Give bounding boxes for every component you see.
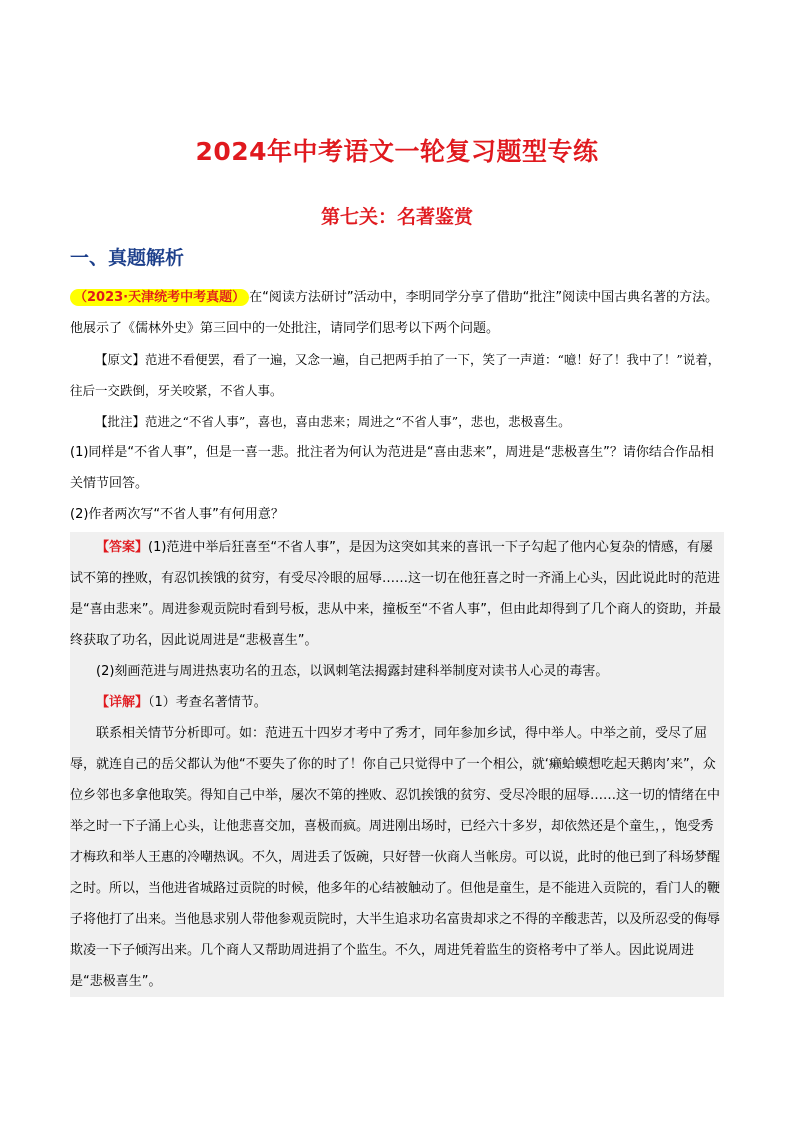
question-1: (1)同样是“不省人事”，但是一喜一悲。批注者为何认为范进是“喜由悲来”，周进是“悲极喜生”？请你结合作品相关情节回答。 [70,445,714,491]
annotation-passage [70,406,724,437]
original-text: 范进不看便罢，看了一遍，又念一遍，自己把两手拍了一下，笑了一声道：“噫！好了！我中了！”说着，往后一交跌倒，牙关咬紧，不省人事。 [70,352,721,398]
original-passage [70,344,724,406]
answer-1 [70,532,724,656]
answer-section [70,532,724,997]
detail-label: 【详解】 [96,695,149,710]
source-tag: （2023·天津统考中考真题） [70,289,249,306]
answer-1-text: (1)范进中举后狂喜至“不省人事”，是因为这突如其来的喜讯一下子勾起了他内心复杂的情感，有屡试不第的挫败，有忍饥挨饿的贫穷，有受尽冷眼的屈辱……这一切在他狂喜之时一齐涌上心头，因此说此时的范进是“喜由悲来”。周进参观贡院时看到号板，悲从中来，撞板至“不省人事”，但由此却得到了几个商人的资助，并最终获取了功名，因此说周进是“悲极喜生”。 [70,540,721,648]
section-heading: 一、真题解析 [70,247,185,269]
question-intro [70,282,724,344]
original-label: 【原文】 [95,352,146,367]
detail-head-text: （1）考查名著情节。 [148,695,267,710]
detail-text: 联系相关情节分析即可。如：范进五十四岁才考中了秀才，同年参加乡试，得中举人。中举之前，受尽了屈辱，就连自己的岳父都认为他“不要失了你的时了！你自己只觉得中了一个相公，就‘癞蛤蟆想吃起天鹅肉’来”，众位乡邻也多拿他取笑。得知自己中举，屡次不第的挫败、忍饥挨饿的贫穷、受尽冷眼的屈辱……这一切的情绪在中举之时一下子涌上心头，让他悲喜交加，喜极而疯。周进刚出场时，已经六十多岁，却依然还是个童生，，饱受秀才梅玖和举人王惠的冷嘲热讽。不久，周进丢了饭碗，只好替一伙商人当帐房。可以说，此时的他已到了科场梦醒之时。所以，当他进省城路过贡院的时候，他多年的心结被触动了。但他是童生，是不能进入贡院的，看门人的鞭子将他打了出来。当他恳求别人带他参观贡院时，大半生追求功名富贵却求之不得的辛酸悲苦，以及所忍受的侮辱欺凌一下子倾泻出来。几个商人又帮助周进捐了个监生。不久，周进凭着监生的资格考中了举人。因此说周进是“悲极喜生”。 [70,726,721,989]
intro-text: 在“阅读方法研讨”活动中，李明同学分享了借助“批注”阅读中国古典名著的方法。他展示了《儒林外史》第三回中的一处批注，请同学们思考以下两个问题。 [70,290,719,336]
document-body [70,282,724,997]
document-subtitle: 第七关：名著鉴赏 [320,206,473,228]
question-2: (2)作者两次写“不省人事”有何用意？ [70,507,284,522]
annotation-text: 范进之“不省人事”，喜也，喜由悲来；周进之“不省人事”，悲也，悲极喜生。 [145,414,571,429]
detail-heading [70,687,724,718]
answer-2: (2)刻画范进与周进热衷功名的丑态，以讽刺笔法揭露封建科举制度对读书人心灵的毒害。 [96,664,609,679]
answer-label: 【答案】 [96,540,149,555]
annotation-label: 【批注】 [95,414,146,429]
document-title: 2024年中考语文一轮复习题型专练 [195,137,599,166]
